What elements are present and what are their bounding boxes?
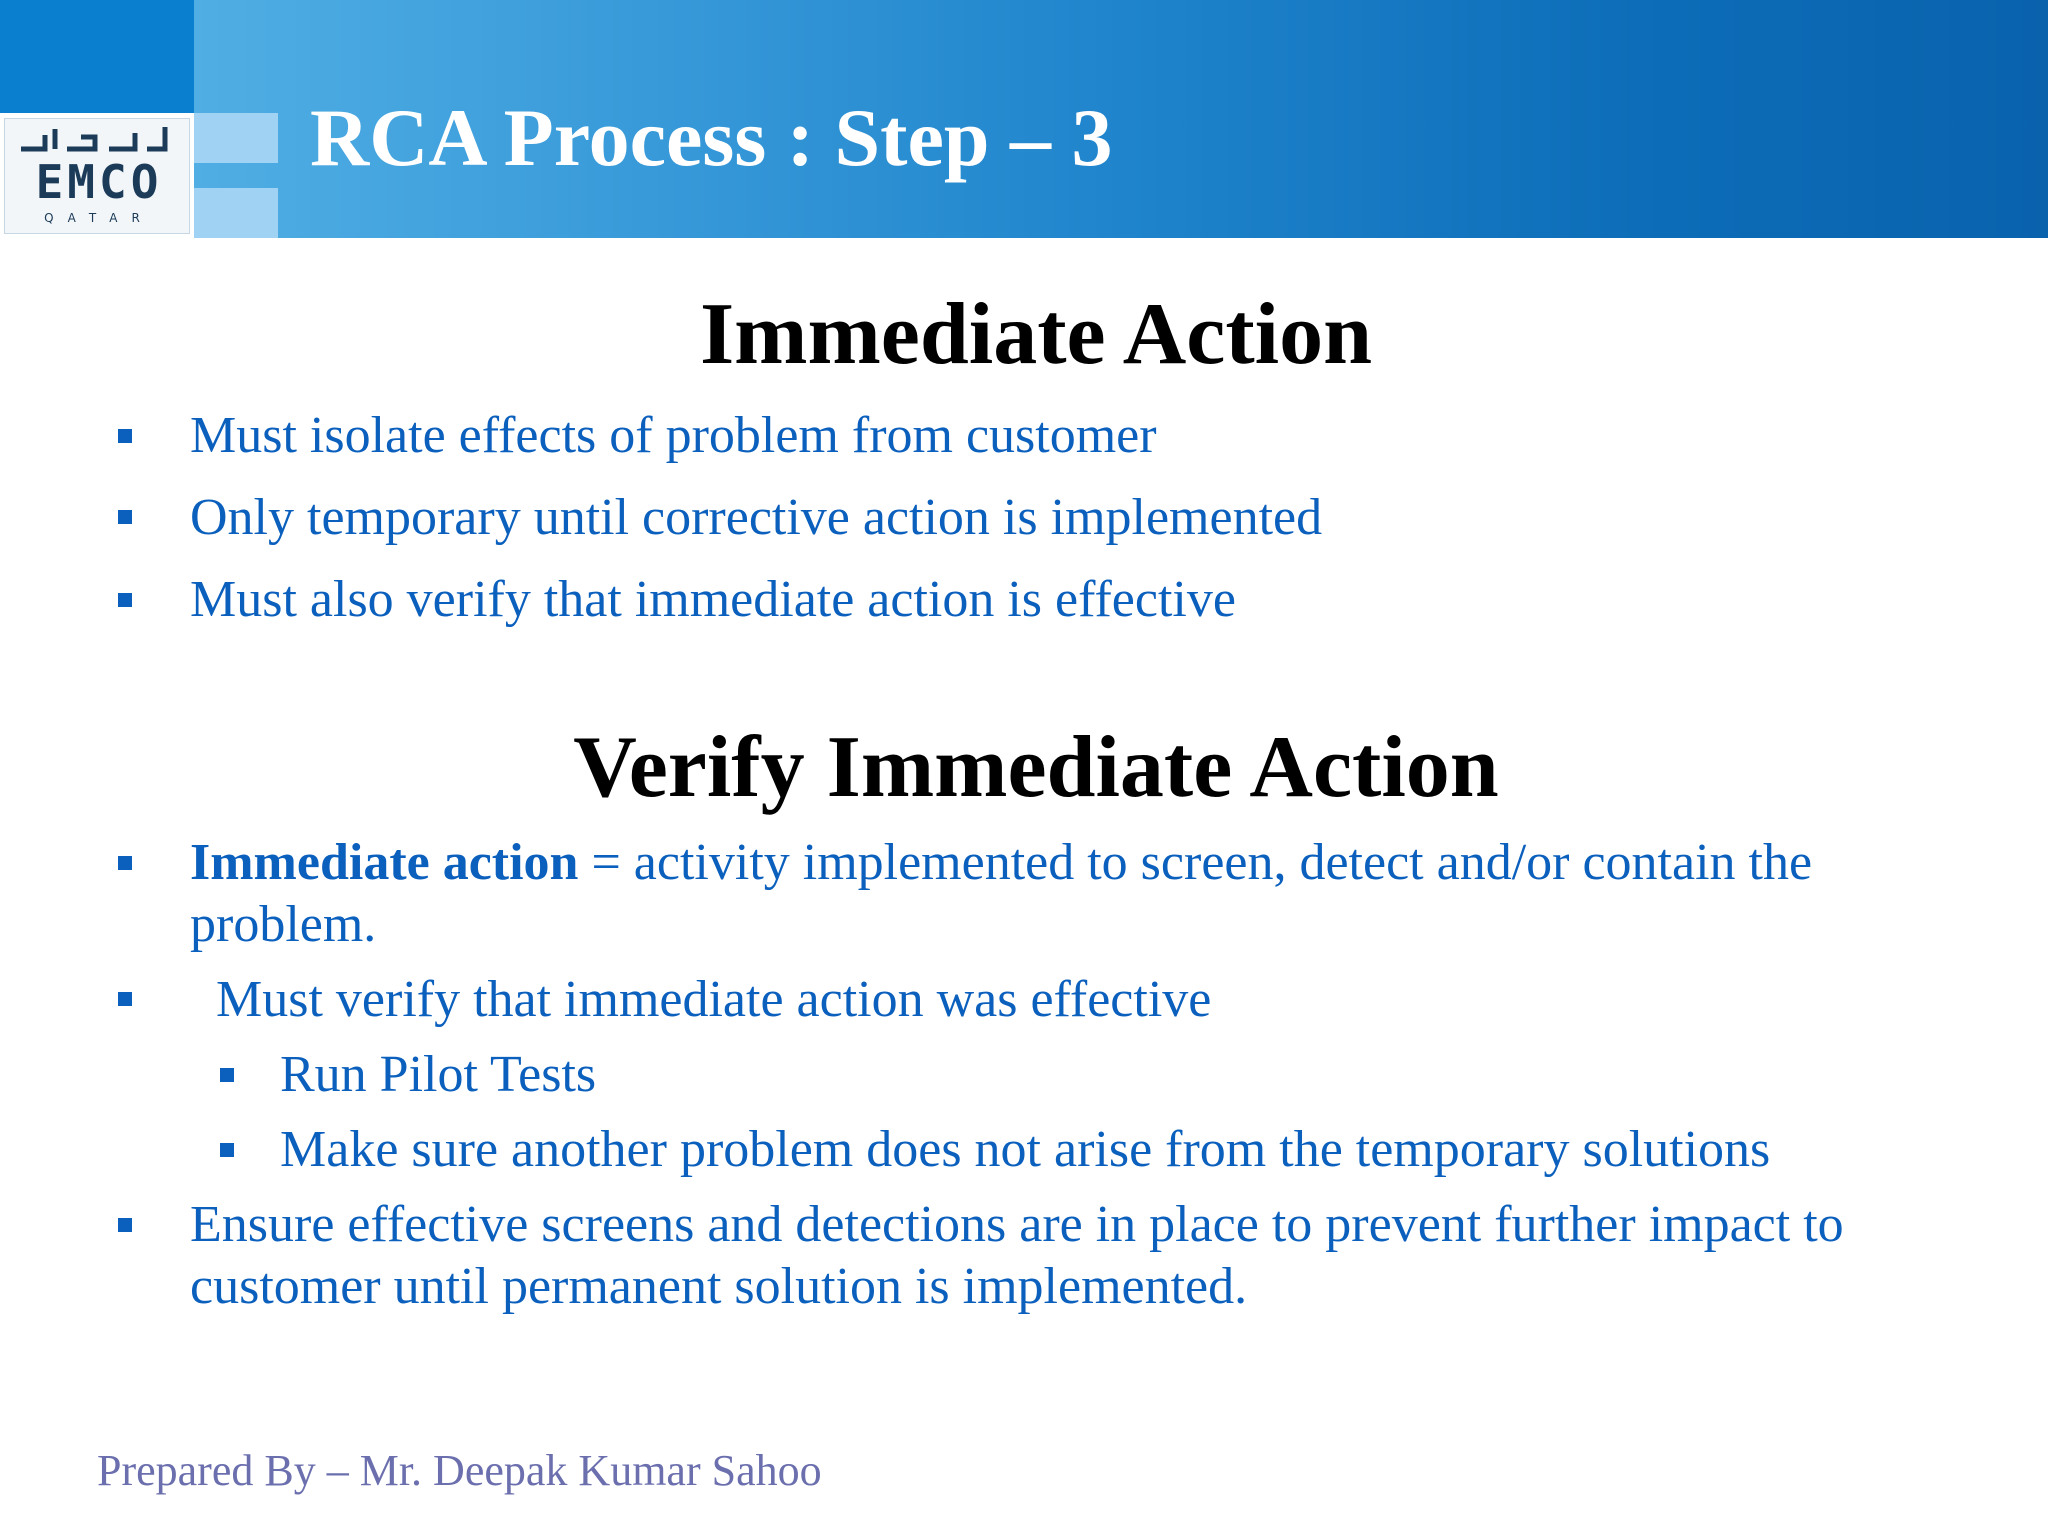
title-banner [0,0,2048,238]
bullet-icon [118,992,132,1006]
sub-bullet-item: Run Pilot Tests [280,1046,597,1103]
bullet-item: Ensure effective screens and detections are in place to prevent further impact to customer until permanent solution is implemented. [190,1196,1844,1315]
definition-text: = activity implemented to screen, detect and/or contain the problem. [190,834,1813,953]
logo-arabic-wordmark [15,123,181,153]
sub-bullet-icon [220,1068,234,1082]
bullet-item: Must also verify that immediate action is effective [190,571,1236,628]
bullet-item: Must isolate effects of problem from customer [190,407,1157,464]
logo-wordmark: EMCO [35,155,163,209]
emco-logo [4,118,190,234]
slide-title: RCA Process : Step – 3 [310,92,1113,183]
sub-bullet-item: Make sure another problem does not arise from the temporary solutions [280,1121,1771,1178]
bullet-item: Only temporary until corrective action is implemented [190,489,1323,546]
bullet-item-definition [190,832,1950,956]
bullet-icon [118,1218,132,1232]
bullet-icon [118,593,132,607]
sub-bullet-icon [220,1143,234,1157]
term-immediate-action: Immediate action [190,834,579,891]
section-heading-immediate-action: Immediate Action [699,286,1373,383]
bullet-icon [118,856,132,870]
logo-accent-block [0,0,194,113]
bullet-item: Must verify that immediate action was effective [190,971,1212,1028]
footer-author: Prepared By – Mr. Deepak Kumar Sahoo [97,1446,822,1495]
bullet-icon [118,429,132,443]
bullet-icon [118,510,132,524]
logo-panel [0,0,194,238]
section-heading-verify-immediate-action: Verify Immediate Action [573,719,1499,816]
decorative-square [194,113,278,163]
logo-subtext: QATAR [44,211,154,225]
decorative-square [194,188,278,238]
